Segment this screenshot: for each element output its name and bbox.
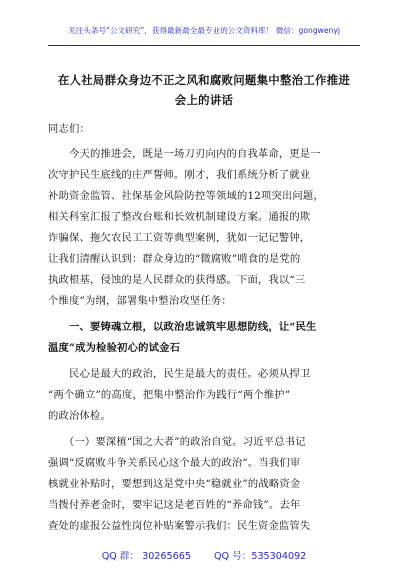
section-heading-1: 一、要铸魂立根，以政治忠诚筑牢思想防线，让“民生 xyxy=(48,321,317,333)
body-line: 相关科室汇报了整改台账和长效机制建设方案。通报的欺 xyxy=(48,211,311,223)
body-line: 强调“反腐败斗争关系民心这个最大的政治”。当我们审 xyxy=(48,457,301,469)
body-line: 核就业补贴时，要想到这是党中央“稳就业”的战略资金 xyxy=(48,478,301,490)
body-line: 民心是最大的政治，民生是最大的责任。必须从捍卫 xyxy=(48,368,311,380)
body-line: 次守护民生底线的庄严誓师。刚才，我们系统分析了就业 xyxy=(48,169,311,181)
section-heading-1-cont: 温度”成为检验初心的试金石 xyxy=(48,342,181,354)
document-title-line-2: 会上的讲话 xyxy=(174,93,234,107)
body-line: “两个确立”的高度，把集中整治作为践行“两个维护” xyxy=(48,389,291,401)
subsection-heading-1: （一）要深植“国之大者”的政治自觉。习近平总书记 xyxy=(48,436,306,448)
footer-qq-number: QQ 号：535304092 xyxy=(214,551,307,562)
header-divider xyxy=(48,45,360,46)
body-line: 补助资金监管、社保基金风险防控等领域的12项突出问题， xyxy=(48,190,324,202)
body-line: 今天的推进会，既是一场刀刃向内的自我革命，更是一 xyxy=(48,148,321,160)
body-line: 当拨付养老金时，要牢记这是老百姓的“养命钱”。去年 xyxy=(48,499,301,511)
page-footer xyxy=(0,548,408,562)
salutation: 同志们： xyxy=(48,123,90,135)
body-line: 查处的虚报公益性岗位补贴案警示我们：民生资金监管失 xyxy=(48,520,311,532)
body-line: 让我们清醒认识到：群众身边的“微腐败”啃食的是党的 xyxy=(48,253,301,265)
body-line: 的政治体检。 xyxy=(48,410,111,422)
body-line: 个维度”为纲，部署集中整治攻坚任务： xyxy=(48,295,232,307)
body-line: 执政根基，侵蚀的是人民群众的获得感。下面，我以“三 xyxy=(48,274,306,286)
footer-qq-group: QQ 群： 30265665 xyxy=(101,551,191,562)
body-line: 诈骗保、拖欠农民工工资等典型案例，犹如一记记警钟， xyxy=(48,232,311,244)
document-title-line-1: 在人社局群众身边不正之风和腐败问题集中整治工作推进 xyxy=(57,73,351,87)
page-header-promo: 关注头条号“公文研究”，获得最新最全最专业的公文资料库！ 微信：gongwenyj xyxy=(68,26,340,35)
